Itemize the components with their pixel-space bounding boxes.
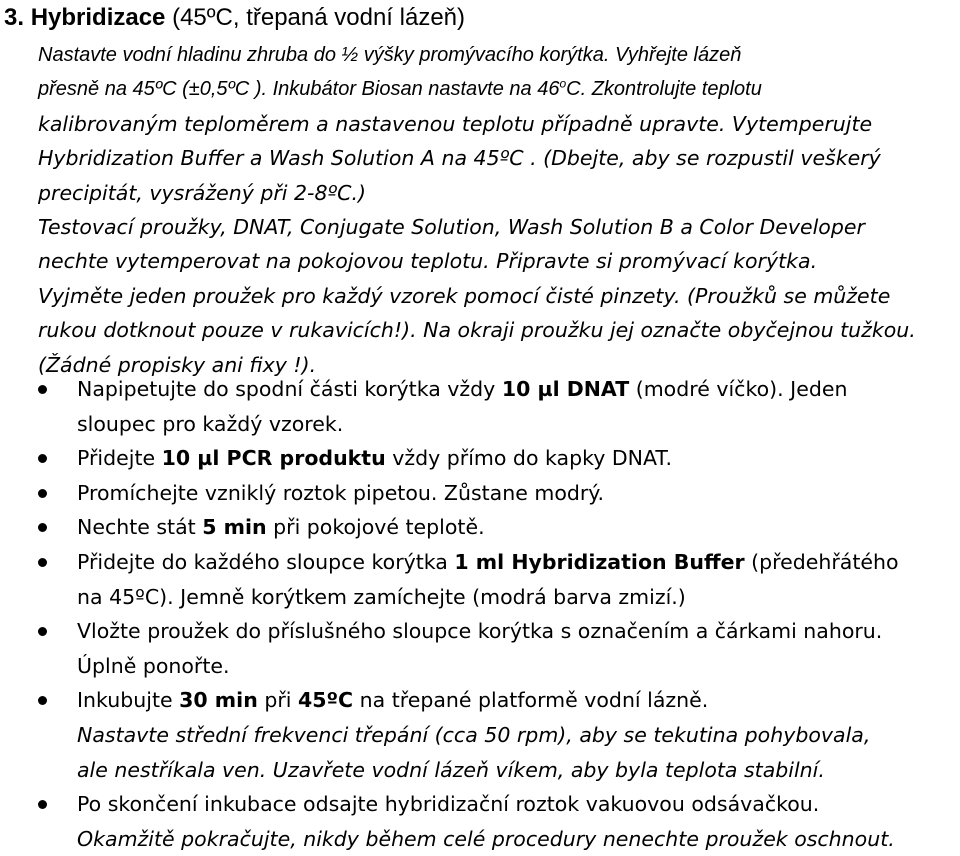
section-number: 3. [4, 4, 25, 31]
bullet-icon [38, 800, 47, 809]
intro-line: Testovací proužky, DNAT, Conjugate Solution, Wash Solution B a Color Developer [38, 214, 865, 239]
step-list [0, 372, 960, 856]
intro-line: kalibrovaným teploměrem a nastavenou teplotu případně upravte. Vytemperujte [38, 111, 873, 136]
section-title: Hybridizace [30, 4, 166, 31]
bullet-icon [38, 489, 47, 498]
list-item: Napipetujte do spodní části korýtka vždy 10 µl DNAT (modré víčko). Jeden sloupec pro každý vzorek. [0, 372, 960, 441]
section-heading [4, 0, 465, 36]
list-item: Přidejte do každého sloupce korýtka 1 ml Hybridization Buffer (předehřátého na 45ºC). Jemně korýtkem zamíchejte (modrá barva zmizí.) [0, 545, 960, 614]
intro-line: Nastavte vodní hladinu zhruba do ½ výšky promývacího korýtka. Vyhřejte lázeň [38, 44, 742, 66]
intro-line: přesně na 45ºC (±0,5ºC ). Inkubátor Biosan nastavte na 46$^o$C. Zkontrolujte teplotu [38, 76, 762, 101]
intro-line: Hybridization Buffer a Wash Solution A na 45ºC . (Dbejte, aby se rozpustil veškerý [38, 146, 881, 171]
list-item: Přidejte 10 µl PCR produktu vždy přímo do kapky DNAT. [0, 441, 960, 476]
intro-line: precipitát, vysrážený při 2-8ºC.) [38, 180, 366, 205]
bullet-icon [38, 385, 47, 394]
list-item: Inkubujte 30 min při 45ºC na třepané platformě vodní lázně. Nastavte střední frekvenci třepání (cca 50 rpm), aby se tekutina pohybovala, ale nestříkala ven. Uzavřete vodní lázeň víkem, aby byla teplota stabilní. [0, 683, 960, 787]
bullet-icon [38, 558, 47, 567]
section-subtitle: (45ºC, třepaná vodní lázeň) [172, 4, 466, 31]
list-item: Vložte proužek do příslušného sloupce korýtka s označením a čárkami nahoru. Úplně ponořte. [0, 614, 960, 683]
intro-paragraph [38, 38, 953, 382]
list-item: Promíchejte vzniklý roztok pipetou. Zůstane modrý. [0, 476, 960, 511]
bullet-icon [38, 454, 47, 463]
bullet-icon [38, 627, 47, 636]
intro-line: rukou dotknout pouze v rukavicích!). Na okraji proužku jej označte obyčejnou tužkou. [38, 318, 916, 343]
list-item: Nechte stát 5 min při pokojové teplotě. [0, 510, 960, 545]
list-item: Po skončení inkubace odsajte hybridizační roztok vakuovou odsávačkou. Okamžitě pokračujte, nikdy během celé procedury nenechte proužek oschnout. [0, 787, 960, 856]
intro-line: (Žádné propisky ani fixy !). [38, 352, 317, 377]
intro-line: nechte vytemperovat na pokojovou teplotu. Připravte si promývací korýtka. [38, 249, 818, 274]
intro-line: Vyjměte jeden proužek pro každý vzorek pomocí čisté pinzety. (Proužků se můžete [38, 283, 891, 308]
bullet-icon [38, 696, 47, 705]
bullet-icon [38, 523, 47, 532]
